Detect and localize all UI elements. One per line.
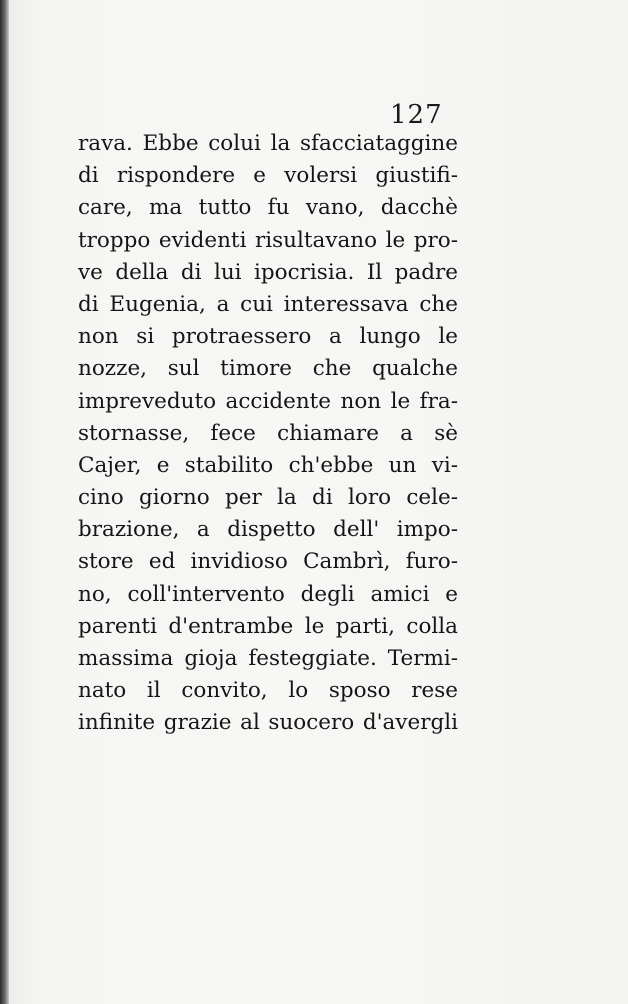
page-gutter-shadow [0, 0, 9, 1004]
text-line: di Eugenia, a cui interessava che [78, 291, 458, 317]
text-line: infinite grazie al suocero d'avergli [78, 710, 458, 736]
text-line: impreveduto accidente non le fra- [78, 388, 458, 414]
text-line: stornasse, fece chiamare a sè [78, 420, 458, 446]
text-line: troppo evidenti risultavano le pro- [78, 227, 458, 253]
text-line: no, coll'intervento degli amici e [78, 581, 458, 607]
text-line: massima gioja festeggiate. Termi- [78, 646, 458, 671]
text-line: store ed invidioso Cambrì, furo- [78, 549, 458, 575]
page-number: 127 [390, 100, 443, 130]
text-line: brazione, a dispetto dell' impo- [78, 517, 458, 543]
body-text [78, 128, 458, 740]
text-line: cino giorno per la di loro cele- [78, 485, 458, 511]
text-line: rava. Ebbe colui la sfacciataggine [78, 131, 458, 156]
text-line: parenti d'entrambe le parti, colla [78, 613, 458, 639]
text-line: nato il convito, lo sposo rese [78, 678, 458, 704]
text-line: non si protraessero a lungo le [78, 324, 458, 350]
text-line: nozze, sul timore che qualche [78, 356, 458, 382]
text-line: di rispondere e volersi giustifi- [78, 163, 458, 189]
text-line: ve della di lui ipocrisia. Il padre [78, 259, 458, 285]
text-line: care, ma tutto fu vano, dacchè [78, 195, 458, 221]
text-line: Cajer, e stabilito ch'ebbe un vi- [78, 452, 458, 478]
